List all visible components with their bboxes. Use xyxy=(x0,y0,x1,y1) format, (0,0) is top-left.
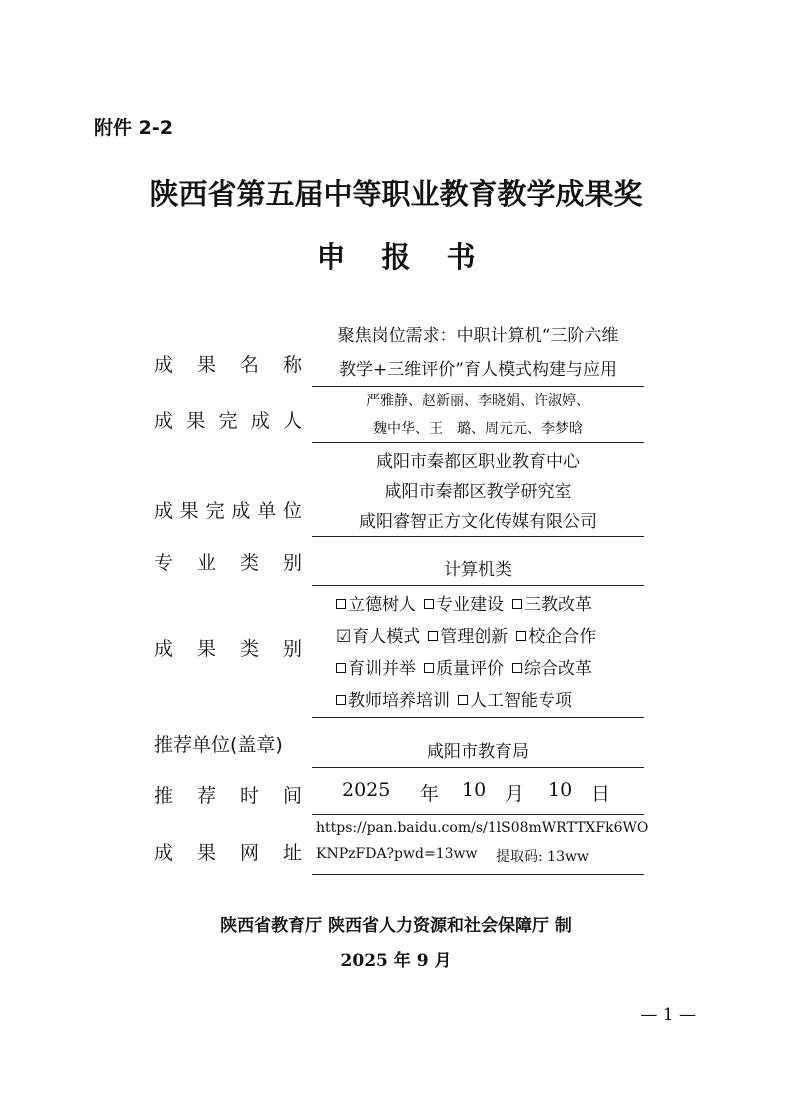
category-option[interactable] xyxy=(428,627,508,647)
unchecked-box-icon xyxy=(516,631,526,641)
unchecked-box-icon xyxy=(458,695,468,705)
result-url-line-2[interactable]: KNPzFDA?pwd=13ww xyxy=(316,846,478,862)
major-value: 计算机类 xyxy=(444,560,512,580)
attachment-label: 附件 2-2 xyxy=(94,117,173,139)
divider xyxy=(312,874,644,875)
name-line-1: 聚焦岗位需求：中职计算机“三阶六维 xyxy=(337,326,619,346)
name-line-2: 教学+三维评价”育人模式构建与应用 xyxy=(339,360,617,380)
category-option[interactable] xyxy=(512,595,592,615)
time-month: 10 xyxy=(462,779,487,801)
category-option[interactable] xyxy=(516,627,596,647)
result-url-line-1[interactable]: https://pan.baidu.com/s/1lS08mWRTTXFk6WO xyxy=(316,820,649,836)
unchecked-box-icon xyxy=(428,631,438,641)
category-option-label: 教师培养培训 xyxy=(348,691,450,711)
unchecked-box-icon xyxy=(336,599,346,609)
name-label: 成 果 名 称 xyxy=(154,354,302,376)
divider xyxy=(312,717,644,718)
divider xyxy=(312,585,644,586)
unchecked-box-icon xyxy=(512,663,522,673)
divider xyxy=(312,442,644,443)
time-year-unit: 年 xyxy=(420,783,440,805)
completers-label: 成 果 完 成 人 xyxy=(154,410,302,432)
category-option-label: 立德树人 xyxy=(348,595,416,615)
document-subtitle: 申报书 xyxy=(316,240,512,274)
category-option-label: 质量评价 xyxy=(436,659,504,679)
category-option[interactable] xyxy=(512,659,592,679)
unchecked-box-icon xyxy=(512,599,522,609)
category-option[interactable] xyxy=(336,659,416,679)
units-label: 成 果 完 成 单 位 xyxy=(154,500,302,522)
time-label: 推 荐 时 间 xyxy=(154,785,302,807)
page-number: — 1 — xyxy=(640,1005,696,1025)
category-label: 成 果 类 别 xyxy=(154,638,302,660)
category-row-1 xyxy=(336,590,600,615)
unchecked-box-icon xyxy=(424,663,434,673)
category-option[interactable] xyxy=(424,595,504,615)
category-option-label: 专业建设 xyxy=(436,595,504,615)
unit-1: 咸阳市秦都区职业教育中心 xyxy=(376,452,580,472)
category-option[interactable] xyxy=(458,691,572,711)
unit-3: 咸阳睿智正方文化传媒有限公司 xyxy=(359,512,597,532)
category-row-4 xyxy=(336,686,580,711)
category-row-2 xyxy=(336,622,604,647)
time-day: 10 xyxy=(548,779,573,801)
unchecked-box-icon xyxy=(424,599,434,609)
category-option-label: 校企合作 xyxy=(528,627,597,647)
time-month-unit: 月 xyxy=(505,783,525,805)
category-option-label: 综合改革 xyxy=(524,659,592,679)
unchecked-box-icon xyxy=(336,663,346,673)
divider xyxy=(312,767,644,768)
category-option-label: 育训并举 xyxy=(348,659,416,679)
category-option-label: 三教改革 xyxy=(524,595,592,615)
category-option-label: 管理创新 xyxy=(440,627,509,647)
category-option-label: 人工智能专项 xyxy=(470,691,572,711)
recommender-value: 咸阳市教育局 xyxy=(427,742,529,762)
checked-box-icon: ☑ xyxy=(336,627,352,647)
recommender-label: 推荐单位(盖章) xyxy=(154,734,283,756)
category-option[interactable] xyxy=(336,595,416,615)
document-title: 陕西省第五届中等职业教育教学成果奖 xyxy=(149,177,643,211)
major-label: 专 业 类 别 xyxy=(154,552,302,574)
extract-code: 提取码: 13ww xyxy=(496,849,589,865)
url-label: 成 果 网 址 xyxy=(154,842,302,864)
completers-line-2: 魏中华、王 璐、周元元、李梦晗 xyxy=(373,421,583,437)
category-option[interactable] xyxy=(336,691,450,711)
divider xyxy=(312,814,644,815)
category-option[interactable] xyxy=(424,659,504,679)
divider xyxy=(312,386,644,387)
time-day-unit: 日 xyxy=(591,783,611,805)
category-option-label: 育人模式 xyxy=(352,627,421,647)
completers-line-1: 严雅静、赵新丽、李晓娟、许淑婷、 xyxy=(366,393,590,409)
divider xyxy=(312,536,644,537)
time-year: 2025 xyxy=(342,779,391,801)
issuer: 陕西省教育厅 陕西省人力资源和社会保障厅 制 xyxy=(220,916,572,936)
category-option[interactable] xyxy=(336,627,420,647)
unchecked-box-icon xyxy=(336,695,346,705)
unit-2: 咸阳市秦都区教学研究室 xyxy=(384,482,572,502)
issue-date: 2025 年 9 月 xyxy=(340,951,452,971)
category-row-3 xyxy=(336,654,600,679)
